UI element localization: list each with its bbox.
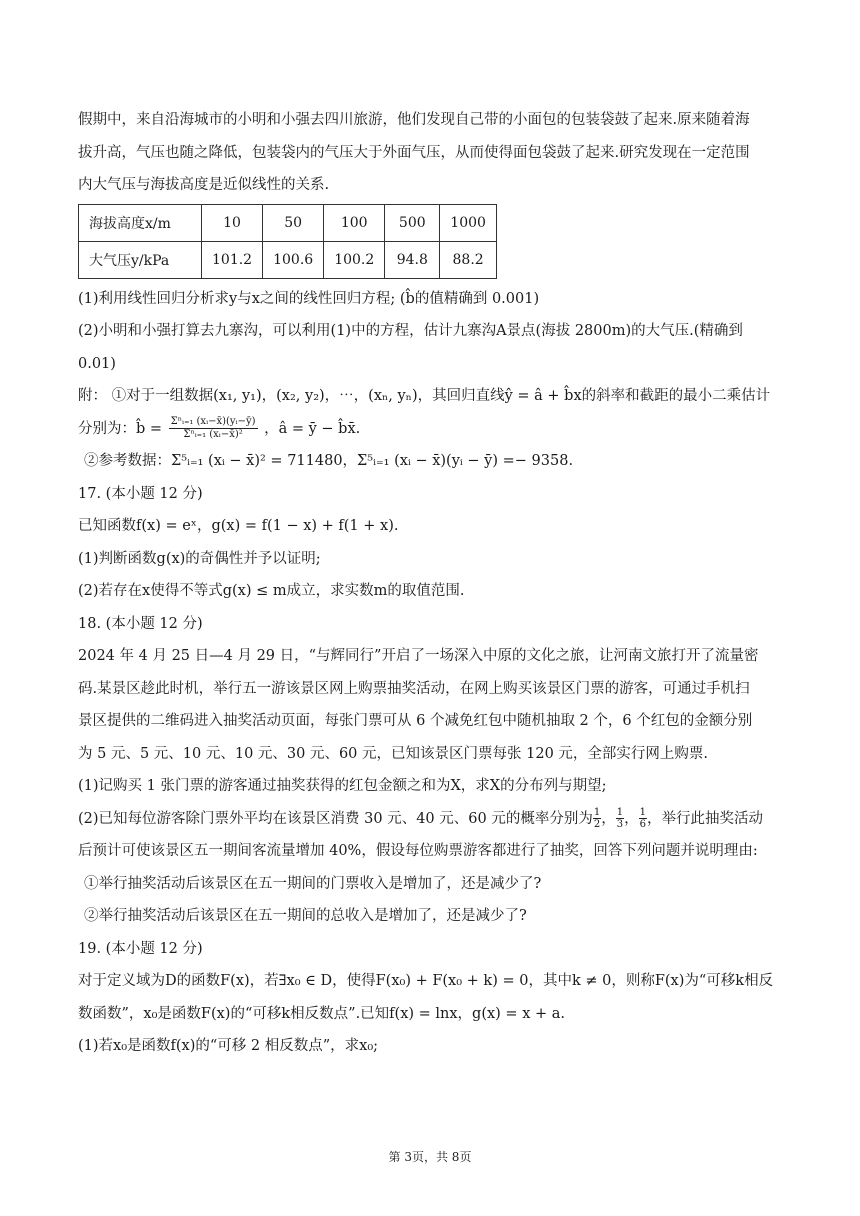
table-cell: 100 bbox=[324, 204, 385, 241]
table-row bbox=[79, 204, 497, 241]
q19-part-1: (1)若x₀是函数f(x)的“可移 2 相反数点”，求x₀; bbox=[78, 1038, 379, 1054]
table-header-cell: 海拔高度x/m bbox=[79, 204, 202, 241]
q19-line-2: 数函数”，x₀是函数F(x)的“可移k相反数点”.已知f(x) = lnx，g(x) = x + a. bbox=[78, 1005, 565, 1022]
fraction-denominator: 2 bbox=[593, 819, 601, 830]
slope-formula-fraction bbox=[169, 416, 258, 441]
q16-part-2-line-2: 0.01) bbox=[78, 355, 116, 372]
q18-line-1: 2024 年 4 月 25 日—4 月 29 日，“与辉同行”开启了一场深入中原的文化之旅，让河南文旅打开了流量密 bbox=[78, 648, 759, 664]
q18-line-2: 码.某景区趁此时机，举行五一游该景区网上购票抽奖活动，在网上购买该景区门票的游客，可通过手机扫 bbox=[78, 680, 750, 697]
q18-part-1: (1)记购买 1 张门票的游客通过抽奖获得的红包金额之和为X，求X的分布列与期望; bbox=[78, 778, 607, 794]
q18-part-2-line-2: 后预计可使该景区五一期间客流量增加 40%，假设每位购票游客都进行了抽奖，回答下列问题并说明理由: bbox=[78, 843, 758, 859]
q16-part-2-line-1: (2)小明和小强打算去九寨沟，可以利用(1)中的方程，估计九寨沟A景点(海拔 2800m)的大气压.(精确到 bbox=[78, 323, 743, 339]
probability-fraction bbox=[593, 807, 601, 830]
q17-part-1: (1)判断函数g(x)的奇偶性并予以证明; bbox=[78, 550, 321, 567]
table-row bbox=[79, 241, 497, 278]
table-cell: 101.2 bbox=[202, 241, 263, 278]
fraction-numerator: 1 bbox=[593, 807, 601, 818]
q18-line-4: 为 5 元、5 元、10 元、10 元、30 元、60 元，已知该景区门票每张 120 元，全部实行网上购票. bbox=[78, 745, 709, 762]
q19-title: 19. (本小题 12 分) bbox=[78, 940, 203, 957]
q16-intro-line-2: 拔升高，气压也随之降低，包装袋内的气压大于外面气压，从而使得面包袋鼓了起来.研究发现在一定范围 bbox=[78, 144, 750, 161]
q16-note-2: ②参考数据：Σ⁵ᵢ₌₁ (xᵢ − x̄)² = 711480，Σ⁵ᵢ₌₁ (xᵢ − x̄)(yᵢ − ȳ) =− 9358. bbox=[84, 453, 574, 469]
q17-title: 17. (本小题 12 分) bbox=[78, 485, 203, 502]
q18-part-2-prefix: (2)已知每位游客除门票外平均在该景区消费 30 元、40 元、60 元的概率分别为 bbox=[78, 810, 593, 827]
q18-part-2-line-1: (2)已知每位游客除门票外平均在该景区消费 30 元、40 元、60 元的概率分别为 $\frac{1}{2}$ ， $\frac{1}{3}$ ， $\frac{1}{6}$ ，举行此抽奖活动 bbox=[78, 807, 763, 830]
table-cell: 50 bbox=[263, 204, 324, 241]
formula-suffix: ，â = ȳ − b̂x̄. bbox=[264, 420, 361, 437]
fraction-denominator: 6 bbox=[639, 819, 646, 830]
page-content bbox=[78, 104, 784, 1063]
q19-line-1: 对于定义域为D的函数F(x)，若∃x₀ ∈ D，使得F(x₀) + F(x₀ + k) = 0，其中k ≠ 0，则称F(x)为“可移k相反 bbox=[78, 973, 774, 989]
table-cell: 94.8 bbox=[385, 241, 440, 278]
table-cell: 100.6 bbox=[263, 241, 324, 278]
q17-line-1: 已知函数f(x) = eˣ，g(x) = f(1 − x) + f(1 + x). bbox=[78, 518, 399, 534]
q16-part-1: (1)利用线性回归分析求y与x之间的线性回归方程; (b̂的值精确到 0.001) bbox=[78, 290, 540, 307]
q18-title: 18. (本小题 12 分) bbox=[78, 615, 203, 632]
fraction-denominator: Σⁿᵢ₌₁ (xᵢ−x̄)² bbox=[183, 429, 243, 440]
q17-part-2: (2)若存在x使得不等式g(x) ≤ m成立，求实数m的取值范围. bbox=[78, 583, 465, 599]
fraction-denominator: 3 bbox=[616, 819, 624, 830]
q18-sub-question-2: ②举行抽奖活动后该景区在五一期间的总收入是增加了，还是减少了? bbox=[84, 908, 527, 924]
table-cell: 88.2 bbox=[440, 241, 497, 278]
q18-line-3: 景区提供的二维码进入抽奖活动页面，每张门票可从 6 个减免红包中随机抽取 2 个，6 个红包的金额分别 bbox=[78, 713, 753, 729]
page-footer: 第 3页，共 8页 bbox=[388, 1150, 472, 1164]
altitude-pressure-table bbox=[78, 204, 497, 279]
table-cell: 1000 bbox=[440, 204, 497, 241]
q16-note-1-line-2 bbox=[78, 413, 784, 446]
table-cell: 10 bbox=[202, 204, 263, 241]
probability-fraction bbox=[639, 807, 647, 830]
q18-sub-question-1: ①举行抽奖活动后该景区在五一期间的门票收入是增加了，还是减少了? bbox=[84, 875, 542, 892]
table-cell: 500 bbox=[385, 204, 440, 241]
formula-prefix: 分别为：b̂ = bbox=[78, 420, 163, 437]
q16-intro-line-1: 假期中，来自沿海城市的小明和小强去四川旅游，他们发现自己带的小面包的包装袋鼓了起来.原来随着海 bbox=[78, 112, 750, 128]
fraction-numerator: Σⁿᵢ₌₁ (xᵢ−x̄)(yᵢ−ȳ) bbox=[170, 416, 256, 427]
probability-fraction bbox=[616, 807, 624, 830]
q16-note-1-line-1: 附： ①对于一组数据(x₁, y₁)，(x₂, y₂)，⋯，(xₙ, yₙ)，其回归直线ŷ = â + b̂x的斜率和截距的最小二乘估计 bbox=[78, 388, 771, 404]
fraction-numerator: 1 bbox=[616, 807, 624, 818]
table-header-cell: 大气压y/kPa bbox=[79, 241, 202, 278]
fraction-numerator: 1 bbox=[639, 807, 646, 818]
table-cell: 100.2 bbox=[324, 241, 385, 278]
q16-intro-line-3: 内大气压与海拔高度是近似线性的关系. bbox=[78, 177, 330, 193]
q18-part-2-suffix: ，举行此抽奖活动 bbox=[646, 810, 763, 827]
